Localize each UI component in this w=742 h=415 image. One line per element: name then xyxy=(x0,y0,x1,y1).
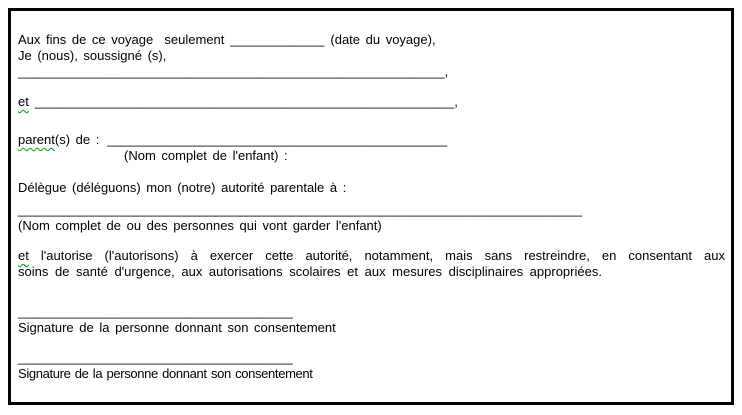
trip-date-blank: _____________ xyxy=(230,32,325,47)
authorization-line-1 xyxy=(18,248,725,264)
authorization-text-1: l'autorise (l'autorisons) à exercer cette autorité, notamment, mais sans restreindre, en consentant aux xyxy=(28,248,725,263)
trip-date-line xyxy=(18,32,725,48)
and-word: et xyxy=(18,94,29,109)
parent-name-line-2 xyxy=(18,94,725,110)
and-word-paragraph: et xyxy=(18,248,29,263)
signature-blank-line-2 xyxy=(18,350,725,366)
parent-name-blank-2: __________________________________________________________ xyxy=(34,94,455,109)
authorization-line-2: soins de santé d'urgence, aux autorisations scolaires et aux mesures disciplinaires appropriées. xyxy=(18,264,602,279)
signature-blank-line-1 xyxy=(18,304,725,320)
trip-date-text: Aux fins de ce voyage seulement xyxy=(18,32,225,47)
guardian-name-blank: ______________________________________________________________________________ xyxy=(18,202,582,217)
parent-of-text: (s) de : xyxy=(54,132,100,147)
delegation-line: Délègue (déléguons) mon (notre) autorité parentale à : xyxy=(18,180,347,195)
parent-name-line-1 xyxy=(18,64,725,80)
guardian-name-blank-line xyxy=(18,202,725,218)
parent-word: parent xyxy=(18,132,55,147)
parent-of-line xyxy=(18,132,725,148)
guardian-name-caption: (Nom complet de ou des personnes qui vont garder l'enfant) xyxy=(18,218,382,233)
parent-name-blank-1: ___________________________________________________________ xyxy=(18,64,445,79)
signature-blank-2: ______________________________________ xyxy=(18,350,293,365)
child-name-blank: _______________________________________________ xyxy=(107,132,448,147)
child-name-caption: (Nom complet de l'enfant) : xyxy=(124,148,288,163)
signature-caption-2: Signature de la personne donnant son consentement xyxy=(18,366,313,381)
signature-caption-1: Signature de la personne donnant son consentement xyxy=(18,320,336,335)
parent-name-suffix-2: , xyxy=(454,94,458,109)
document-border xyxy=(8,8,734,405)
parent-name-suffix-1: , xyxy=(444,64,449,79)
trip-date-caption: (date du voyage), xyxy=(330,32,436,47)
signature-blank-1: ______________________________________ xyxy=(18,304,293,319)
undersigned-line: Je (nous), soussigné (s), xyxy=(18,48,167,63)
